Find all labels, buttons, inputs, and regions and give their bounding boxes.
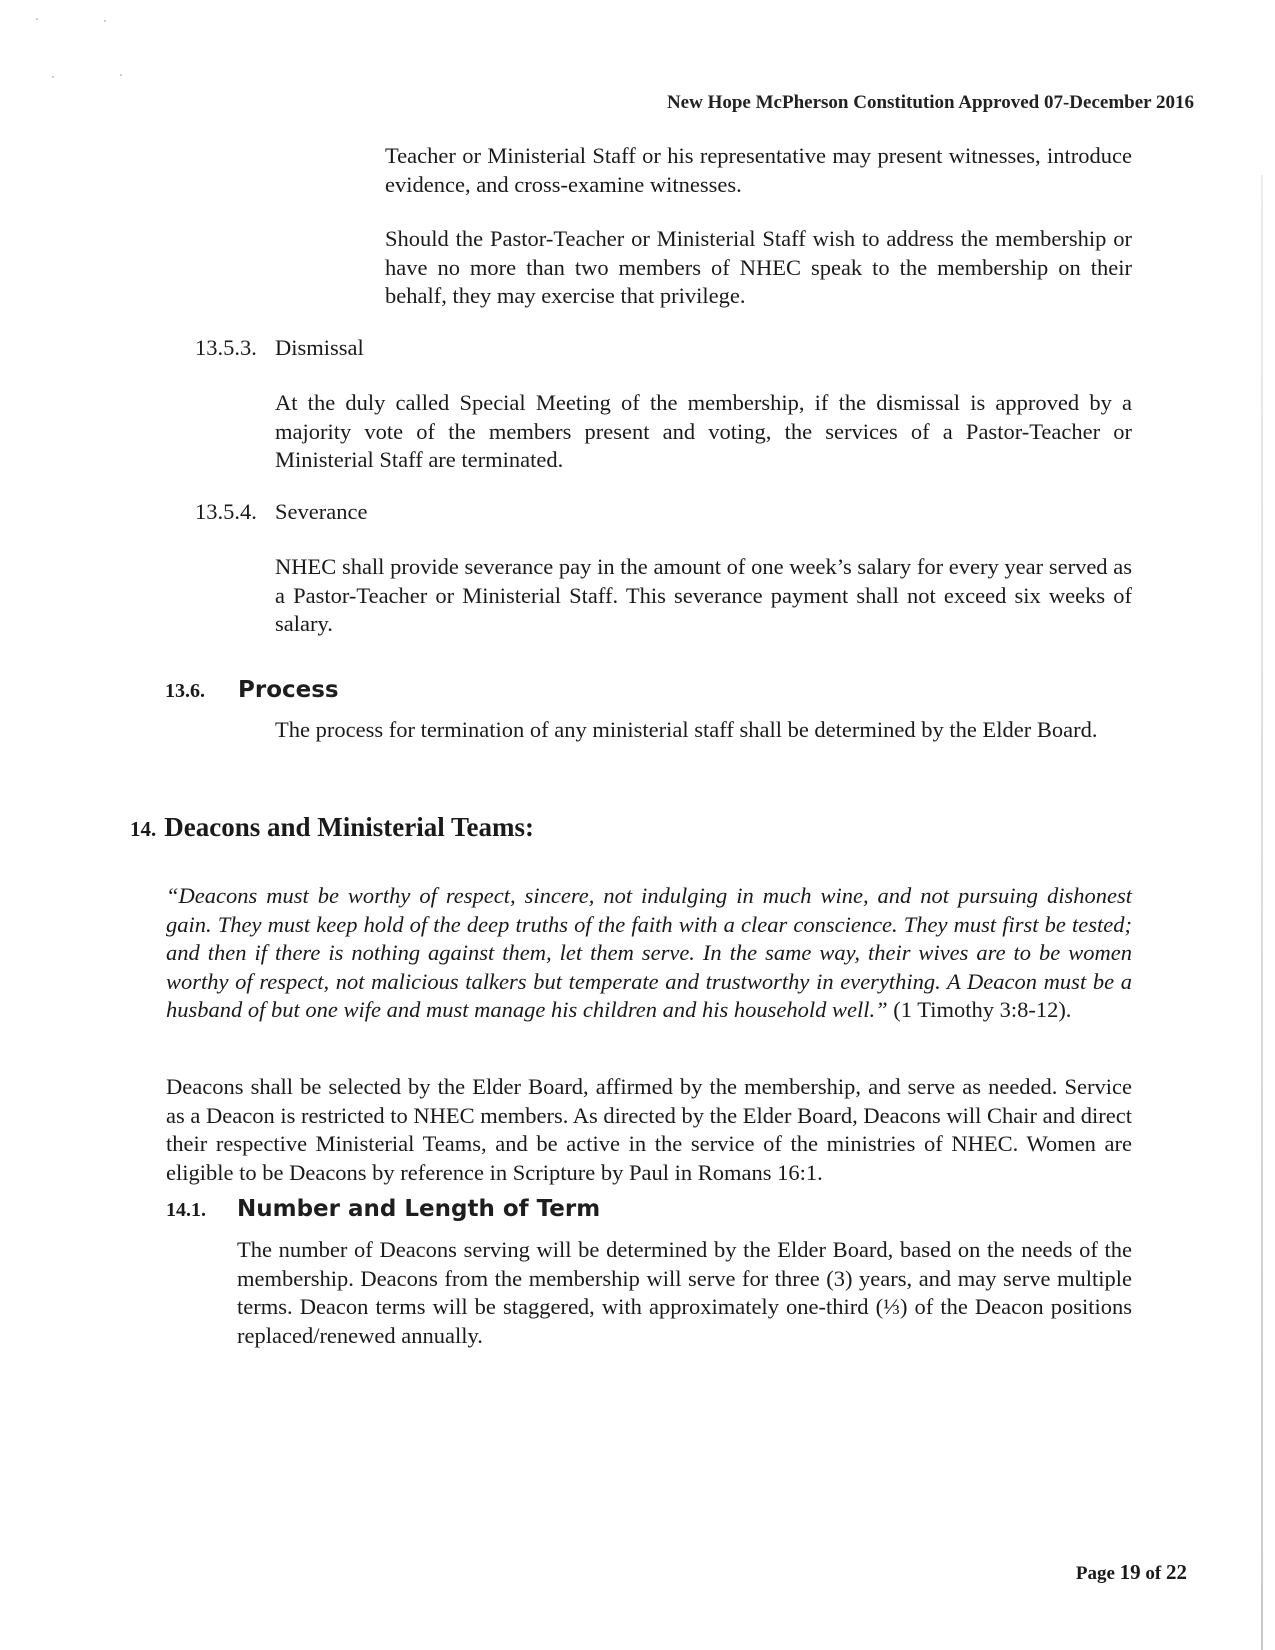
section-title: Deacons and Ministerial Teams: (164, 812, 535, 842)
paragraph-term: The number of Deacons serving will be determined by the Elder Board, based on the needs of the membership. Deacons from the membership will serve for three (3) years, and may serve multiple terms. Deacon terms will be staggered, with approximately one-third (⅓) of the Deacon positions replaced/renewed annually. (237, 1237, 1132, 1348)
scan-speck (120, 74, 122, 76)
section-number: 14. (130, 817, 157, 841)
paragraph-deacon-selection: Deacons shall be selected by the Elder Board, affirmed by the membership, and serve as needed. Service as a Deacon is restricted to NHEC members. As directed by the Elder Board, Deacons will Chair and direct their respective Ministerial Teams, and be active in the service of the ministries of NHEC. Women are eligible to be Deacons by reference in Scripture by Paul in Romans 16:1. (166, 1074, 1132, 1185)
of-word: of (1145, 1563, 1162, 1584)
page-edge-shadow (1261, 175, 1263, 1650)
page-number: 19 (1119, 1560, 1141, 1584)
section-heading-deacons (130, 810, 534, 846)
section-title-process: Process (238, 677, 339, 703)
scan-speck (36, 18, 38, 20)
page-total: 22 (1166, 1560, 1187, 1584)
section-heading-severance (195, 498, 367, 526)
paragraph-severance: NHEC shall provide severance pay in the amount of one week’s salary for every year served as a Pastor-Teacher or Ministerial Staff. This severance payment shall not exceed six weeks of salary. (275, 554, 1132, 636)
page-word: Page (1075, 1563, 1115, 1584)
quote-reference: (1 Timothy 3:8-12). (887, 997, 1072, 1022)
page-footer (1076, 1560, 1187, 1585)
section-title: Dismissal (275, 335, 364, 360)
paragraph-dismissal: At the duly called Special Meeting of the membership, if the dismissal is approved by a majority vote of the members present and voting, the services of a Pastor-Teacher or Ministerial Staff are terminated. (275, 390, 1132, 472)
section-title: Severance (275, 499, 368, 524)
paragraph-witnesses: Teacher or Ministerial Staff or his representative may present witnesses, introduce evidence, and cross-examine witnesses. (385, 143, 1132, 197)
paragraph-address-membership: Should the Pastor-Teacher or Ministerial Staff wish to address the membership or have no more than two members of NHEC speak to the membership on their behalf, they may exercise that privilege. (385, 226, 1132, 308)
document-header: New Hope McPherson Constitution Approved 07-December 2016 (666, 92, 1194, 113)
section-number-13-6: 13.6. (165, 680, 205, 702)
paragraph-process: The process for termination of any ministerial staff shall be determined by the Elder Board. (275, 717, 1098, 742)
scripture-quote (166, 882, 1132, 1025)
section-number: 13.5.4. (195, 499, 257, 524)
section-title-term: Number and Length of Term (237, 1196, 601, 1222)
section-number: 13.5.3. (195, 335, 257, 360)
scan-speck (52, 76, 54, 78)
section-heading-dismissal (195, 334, 364, 362)
section-number-14-1: 14.1. (166, 1199, 206, 1221)
scan-speck (104, 20, 106, 22)
quote-text: “Deacons must be worthy of respect, sincere, not indulging in much wine, and not pursuing dishonest gain. They must keep hold of the deep truths of the faith with a clear conscience. They must first be tested; and then if there is nothing against them, let them serve. In the same way, their wives are to be women worthy of respect, not malicious talkers but temperate and trustworthy in everything. A Deacon must be a husband of but one wife and must manage his children and his household well.” (166, 883, 1132, 1022)
